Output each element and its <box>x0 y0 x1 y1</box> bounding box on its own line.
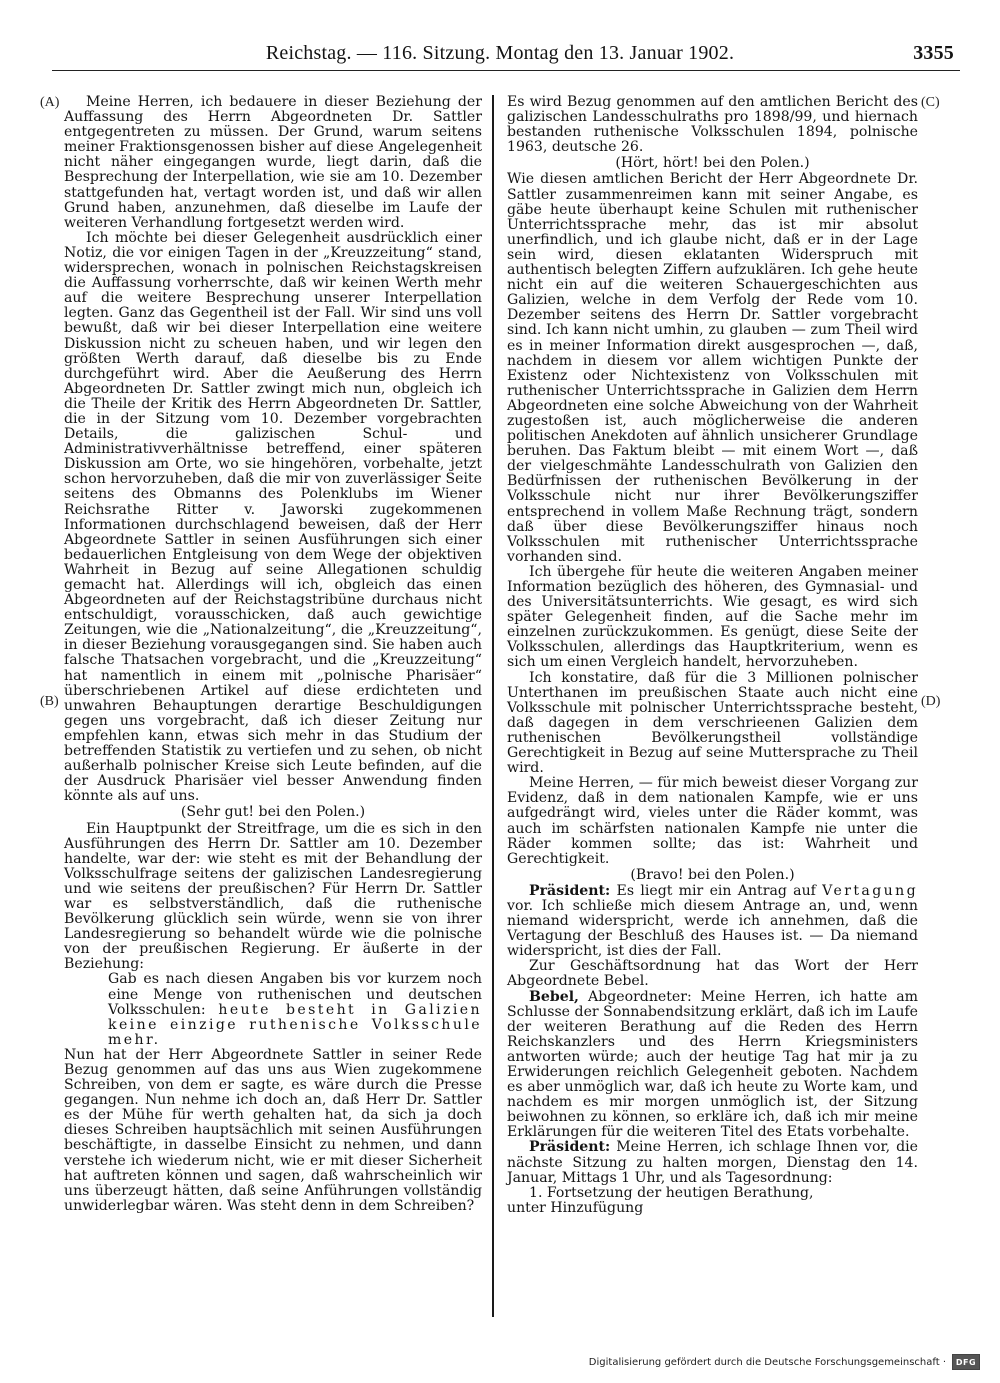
speaker-name: Präsident: <box>529 882 611 899</box>
paragraph: Nun hat der Herr Abgeordnete Sattler in seiner Rede Bezug genommen auf das uns aus Wien zugekommene Schreiben, von dem er sagte, es wäre durch die Presse gegangen. Nun nehme ich doch an, daß Herr Dr. Sattler es der Mühe für werth gehalten hat, da sich ja doch dieses Schreiben hauptsächlich mit seinen Ausführungen beschäftigte, in dasselbe Einsicht zu nehmen, und dann verstehe ich wiederum nicht, wie er mit dieser Sicherheit hat auftreten können und sagen, daß wahrscheinlich wir uns überzeugt hätten, daß seine Anführungen vollständig unwiderlegbar wären. Was steht denn in dem Schreiben? <box>64 1046 482 1214</box>
page-header <box>40 40 960 68</box>
paragraph: 1. Fortsetzung der heutigen Berathung, <box>529 1184 814 1201</box>
paragraph: Zur Geschäftsordnung hat das Wort der Herr Abgeordnete Bebel. <box>507 958 918 990</box>
dfg-logo-icon: DFG <box>952 1354 980 1370</box>
speaker-paragraph <box>507 1140 918 1185</box>
speaker-text-rest: vor. Ich schließe mich diesem Antrage an, und, wenn niemand widerspricht, werde ich annehmen, daß die Vertagung der Beschluß des Hauses ist. — Da niemand widerspricht, ist dies der Fall. <box>507 897 918 960</box>
footer-credit: Digitalisierung gefördert durch die Deutsche Forschungsgemeinschaft · <box>588 1356 946 1368</box>
header-rule <box>52 70 960 71</box>
margin-marker-c: (C) <box>921 95 940 110</box>
paragraph: Ich konstatire, daß für die 3 Millionen polnischer Unterthanen im preußischen Staate auch nicht eine Volksschule mit polnischer Unterrichtssprache besteht, daß dagegen in dem verschrieenen Galizien dem ruthenischen Bevölkerungstheil vollständige Gerechtigkeit in Bezug auf seine Muttersprache zu Theil wird. <box>507 669 918 777</box>
paragraph: Es wird Bezug genommen auf den amtlichen Bericht des galizischen Landesschulraths pro 1898/99, und hiernach bestanden ruthenische Volksschulen 1894, polnische 1963, deutsche 26. <box>507 94 918 156</box>
speaker-name: Bebel, <box>529 988 579 1005</box>
paragraph: Ich möchte bei dieser Gelegenheit ausdrücklich einer Notiz, die vor einigen Tagen in der „Kreuzzeitung“ stand, widersprechen, wonach in polnischen Reichstagskreisen die Auffassung vorherrschte, daß wir keinen Werth mehr auf die weitere Besprechung unserer Interpellation legten. Ganz das Gegentheil ist der Fall. Wir sind uns voll bewußt, daß wir bei dieser Interpellation eine weitere Diskussion nicht zu scheuen haben, und wir legen den größten Werth darauf, daß dieselbe bis zu Ende durchgeführt wird. Aber die Aeußerung des Herrn Abgeordneten Dr. Sattler zwingt mich nun, obgleich ich die Theile der Kritik des Herrn Abgeordneten Dr. Sattler, die in der Sitzung vom 10. Dezember vorgebrachten Details, die galizischen Schul- und Administrativverhältnisse betreffend, einer späteren Diskussion am Orte, wo sie hingehören, vorbehalte, jetzt schon hervorzuheben, daß die mir von zuverlässiger Seite seitens des Obmanns des Polenklubs im Wiener Reichsrathe Ritter v. Jaworski zugekommenen Informationen durchschlagend beweisen, daß der Herr Abgeordnete Sattler in seinen Ausführungen sich einer bedauerlichen Entgleisung von dem Wege der objektiven Wahrheit in Bezug auf seine Allegationen schuldig gemacht hat. Allerdings will ich, obgleich das einen Abgeordneten auf der Reichstagstribüne durchaus nicht entschuldigt, vorausschicken, daß auch gewichtige Zeitungen, wie die „Nationalzeitung“, die „Kreuzzeitung“, in dieser Beziehung vorausgegangen sind. Sie haben auch falsche Thatsachen vorgebracht, und die „Kreuzzeitung“ hat namentlich in einem mit „polnische Pharisäer“ überschriebenen Artikel auf diese erdichteten und unwahren Behauptungen derartige Beschuldigungen gegen uns vorgebracht, daß ich dieser Zeitung nur empfehlen kann, etwas sich mehr in das Studium der betreffenden Statistik zu vertiefen und zu sehen, ob nicht außerhalb polnischer Kreise sich Leute befinden, auf die der Ausdruck Pharisäer viel besser Anwendung finden könnte als auf uns. <box>64 229 482 805</box>
paragraph: Meine Herren, — für mich beweist dieser Vorgang zur Evidenz, daß in dem nationalen Kampfe, wie er uns aufgedrängt wird, vieles unter die Räder kommt, was auch im schärfsten nationalen Kampfe nie unter die Räder kommen sollte; das ist: Wahrheit und Gerechtigkeit. <box>507 775 918 867</box>
paragraph: Ein Hauptpunkt der Streitfrage, um die es sich in den Ausführungen des Herrn Dr. Sattler am 10. Dezember handelte, war der: wie steht es mit der Behandlung der Volksschulfrage seitens der galizischen Landesregierung und wie seitens der preußischen? Für Herrn Dr. Sattler war es selbstverständlich, daß die ruthenische Bevölkerung glücklich sein würde, wenn sie von ihrer Landesregierung so behandelt würde wie die polnische von der preußischen Regierung. Er äußerte in der Beziehung: <box>64 820 482 973</box>
speaker-paragraph <box>507 990 918 1141</box>
page-number: 3355 <box>913 42 954 64</box>
interjection: (Bravo! bei den Polen.) <box>630 866 795 883</box>
interjection: (Sehr gut! bei den Polen.) <box>180 804 366 821</box>
column-divider <box>492 95 494 1317</box>
margin-marker-a: (A) <box>40 95 60 110</box>
paragraph: unter Hinzufügung <box>507 1199 644 1216</box>
quote-emphasis: heute besteht in Galizien keine einzige ruthenische Volksschule mehr. <box>108 1001 482 1048</box>
speaker-name: Präsident: <box>529 1139 611 1156</box>
speaker-paragraph <box>507 884 918 959</box>
page-footer <box>589 1353 980 1371</box>
paragraph: Meine Herren, ich bedauere in dieser Beziehung der Auffassung des Herrn Abgeordneten Dr. Sattler entgegentreten zu müssen. Der Grund, warum seitens meiner Fraktionsgenossen bisher auf diese Angelegenheit nicht näher eingegangen wurde, liegt darin, daß die Besprechung der Interpellation, wie sie am 10. Dezember stattgefunden hat, vertagt worden ist, und daß wir allen Grund haben, anzunehmen, daß dieselbe im Laufe der weiteren Verhandlung fortgesetzt werden wird. <box>64 94 482 231</box>
running-title: Reichstag. — 116. Sitzung. Montag den 13. Januar 1902. <box>265 42 735 64</box>
interjection: (Hört, hört! bei den Polen.) <box>615 155 810 172</box>
margin-marker-b: (B) <box>40 694 59 709</box>
quote-text: Gab es nach diesen Angaben bis vor kurzem noch eine Menge von ruthenischen und deutschen Volksschulen: <box>108 971 482 1018</box>
margin-marker-d: (D) <box>921 694 941 709</box>
speaker-text: Es liegt mir ein Antrag auf <box>616 882 816 899</box>
speaker-text: Abgeordneter: Meine Herren, ich hatte am Schlusse der Sonnabendsitzung erklärt, daß ich im Laufe der weiteren Berathung auf die Reden des Herrn Reichskanzlers und des Herrn Kriegsministers antworten würde; auch der heutige Tag hat mir ja zu Erwiderungen reichlich Gelegenheit geboten. Nachdem es aber unmöglich war, daß ich heute zu Worte kam, und nachdem es mir morgen unmöglich ist, der Sitzung beiwohnen zu können, so erkläre ich, daß ich mir meine Erklärungen für die weiteren Titel des Etats vorbehalte. <box>507 988 918 1141</box>
paragraph: Wie diesen amtlichen Bericht der Herr Abgeordnete Dr. Sattler zusammenreimen kann mit seiner Angabe, es gäbe heute überhaupt keine Schulen mit ruthenischer Unterrichtssprache mehr, das ist mir absolut unerfindlich, und ich glaube nicht, daß er in der Lage sein wird, diesen eklatanten Widerspruch mit authentisch belegten Ziffern aufzuklären. Ich gehe heute nicht ein auf die weiteren Schauergeschichten aus Galizien, welche in dem Verfolg der Rede vom 10. Dezember seitens des Herrn Dr. Sattler vorgebracht sind. Ich kann nicht umhin, zu glauben — zum Theil wird es in meiner Information direkt ausgesprochen —, daß, nachdem in diesem vor allem wichtigen Punkte der Existenz oder Nichtexistenz von Volksschulen mit ruthenischer Unterrichtssprache in Galizien dem Herrn Abgeordneten eine solche Abweichung von der Wahrheit zugestoßen ist, auch möglicherweise die anderen politischen Anekdoten auf ähnlich unsicherer Grundlage beruhen. Das Faktum bleibt — mit einem Wort —, daß der vielgeschmähte Landesschulrath von Galizien den Bedürfnissen der ruthenischen Bevölkerung in der Volksschule nicht nur ihrer Bevölkerungsziffer entsprechend in vollem Maße Rechnung trägt, sondern daß über diese Bevölkerungsziffer hinaus noch Volksschulen mit ruthenischer Unterrichtssprache vorhanden sind. <box>507 171 918 565</box>
paragraph: Ich übergehe für heute die weiteren Angaben meiner Information bezüglich des höheren, des Gymnasial- und des Universitätsunterrichts. Wie gesagt, es wird sich später Gelegenheit finden, auf die Sache mehr im einzelnen zurückzukommen. Es genügt, diese Seite der Volksschulen, allerdings das Hauptkriterium, wenn es sich um einen Vergleich handelt, hervorzuheben. <box>507 563 918 671</box>
left-text-column <box>64 95 482 1214</box>
block-quote <box>64 972 482 1047</box>
spaced-emphasis: Vertagung <box>822 882 918 899</box>
right-text-column <box>507 95 918 1216</box>
speaker-text: Meine Herren, ich schlage Ihnen vor, die nächste Sitzung zu halten morgen, Dienstag den 14. Januar, Mittags 1 Uhr, und als Tagesordnung: <box>507 1139 918 1186</box>
